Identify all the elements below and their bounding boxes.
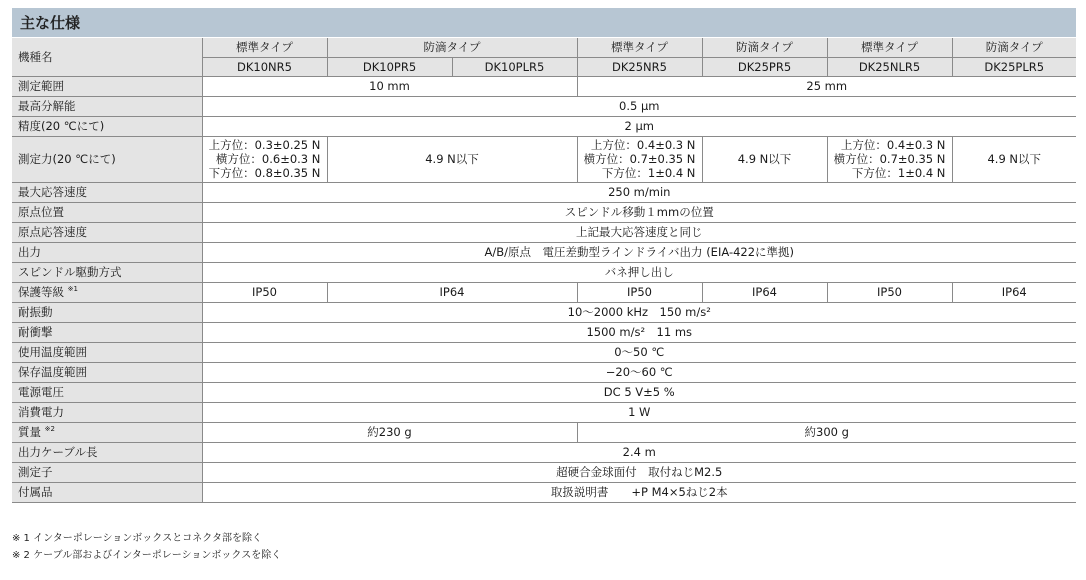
table-row xyxy=(12,442,1076,462)
cell-value: IP50 xyxy=(827,282,952,302)
force-line: 横方位：0.7±0.35 N xyxy=(583,152,696,166)
table-row xyxy=(12,402,1076,422)
cell-value: 1500 m/s² 11 ms xyxy=(202,322,1076,342)
cell-value: 0.5 μm xyxy=(202,96,1076,116)
cell-value: 10～2000 kHz 150 m/s² xyxy=(202,302,1076,322)
model-header: DK10PR5 xyxy=(327,57,452,76)
cell-value: バネ押し出し xyxy=(202,262,1076,282)
force-line: 横方位：0.6±0.3 N xyxy=(215,152,321,166)
table-row xyxy=(12,136,1076,182)
row-label: 出力ケーブル長 xyxy=(12,442,202,462)
row-label: スピンドル駆動方式 xyxy=(12,262,202,282)
row-label xyxy=(12,282,202,302)
table-row xyxy=(12,342,1076,362)
footnote: ※ 1 インターポレーションボックスとコネクタ部を除く xyxy=(12,533,262,544)
row-label: 精度(20 ℃にて) xyxy=(12,116,202,136)
cell-value xyxy=(827,136,952,182)
cell-value: IP50 xyxy=(202,282,327,302)
table-row xyxy=(12,182,1076,202)
table-row xyxy=(12,262,1076,282)
footnotes xyxy=(12,530,281,564)
table-row xyxy=(12,242,1076,262)
cell-value: 4.9 N以下 xyxy=(952,136,1076,182)
row-label-text: 質量 xyxy=(18,425,41,439)
table-row xyxy=(12,322,1076,342)
row-label: 保存温度範囲 xyxy=(12,362,202,382)
force-line: 上方位：0.4±0.3 N xyxy=(590,138,696,152)
cell-value: 0～50 ℃ xyxy=(202,342,1076,362)
table-row xyxy=(12,282,1076,302)
force-line: 上方位：0.3±0.25 N xyxy=(208,138,321,152)
model-header: DK25NR5 xyxy=(577,57,702,76)
row-label: 使用温度範囲 xyxy=(12,342,202,362)
table-row xyxy=(12,422,1076,442)
cell-value: 25 mm xyxy=(577,76,1076,96)
cell-value: 250 m/min xyxy=(202,182,1076,202)
cell-value: スピンドル移動１mmの位置 xyxy=(202,202,1076,222)
footnote-mark: ※2 xyxy=(44,425,55,433)
force-line: 上方位：0.4±0.3 N xyxy=(840,138,946,152)
table-row xyxy=(12,222,1076,242)
row-label: 測定範囲 xyxy=(12,76,202,96)
table-row xyxy=(12,202,1076,222)
row-label: 原点応答速度 xyxy=(12,222,202,242)
row-label xyxy=(12,422,202,442)
force-line: 横方位：0.7±0.35 N xyxy=(833,152,946,166)
row-label: 測定力(20 ℃にて) xyxy=(12,136,202,182)
type-header: 標準タイプ xyxy=(827,38,952,57)
row-label: 耐衝撃 xyxy=(12,322,202,342)
model-header: DK25NLR5 xyxy=(827,57,952,76)
table-row xyxy=(12,462,1076,482)
model-header: DK10NR5 xyxy=(202,57,327,76)
cell-value: 約300 g xyxy=(577,422,1076,442)
cell-value: 4.9 N以下 xyxy=(702,136,827,182)
type-header: 標準タイプ xyxy=(202,38,327,57)
force-line: 下方位：1±0.4 N xyxy=(851,166,946,180)
spec-table xyxy=(12,38,1076,503)
row-label: 最高分解能 xyxy=(12,96,202,116)
table-row xyxy=(12,382,1076,402)
type-header: 防滴タイプ xyxy=(952,38,1076,57)
cell-value: IP64 xyxy=(702,282,827,302)
row-label: 出力 xyxy=(12,242,202,262)
cell-value: A/B/原点 電圧差動型ラインドライバ出力 (EIA-422に準拠) xyxy=(202,242,1076,262)
footnote: ※ 2 ケーブル部およびインターポレーションボックスを除く xyxy=(12,550,282,561)
row-label: 耐振動 xyxy=(12,302,202,322)
model-header: DK25PR5 xyxy=(702,57,827,76)
table-row xyxy=(12,362,1076,382)
type-header: 防滴タイプ xyxy=(702,38,827,57)
type-header: 防滴タイプ xyxy=(327,38,577,57)
cell-value: 取扱説明書 +P M4×5ねじ2本 xyxy=(202,482,1076,502)
row-label: 測定子 xyxy=(12,462,202,482)
row-label: 消費電力 xyxy=(12,402,202,422)
cell-value: DC 5 V±5 % xyxy=(202,382,1076,402)
page-title: 主な仕様 xyxy=(12,8,1076,37)
cell-value: 2 μm xyxy=(202,116,1076,136)
row-label-text: 保護等級 xyxy=(18,285,64,299)
cell-value: 上記最大応答速度と同じ xyxy=(202,222,1076,242)
row-label: 最大応答速度 xyxy=(12,182,202,202)
cell-value: IP64 xyxy=(327,282,577,302)
model-header: DK25PLR5 xyxy=(952,57,1076,76)
cell-value: 4.9 N以下 xyxy=(327,136,577,182)
table-row xyxy=(12,116,1076,136)
model-name-label: 機種名 xyxy=(12,38,202,76)
cell-value xyxy=(202,136,327,182)
row-label: 原点位置 xyxy=(12,202,202,222)
table-row xyxy=(12,302,1076,322)
table-row xyxy=(12,76,1076,96)
cell-value: IP64 xyxy=(952,282,1076,302)
row-label: 付属品 xyxy=(12,482,202,502)
cell-value: 1 W xyxy=(202,402,1076,422)
footnote-mark: ※1 xyxy=(67,285,78,293)
cell-value: −20～60 ℃ xyxy=(202,362,1076,382)
cell-value: 2.4 m xyxy=(202,442,1076,462)
type-header: 標準タイプ xyxy=(577,38,702,57)
force-line: 下方位：0.8±0.35 N xyxy=(208,166,321,180)
force-line: 下方位：1±0.4 N xyxy=(601,166,696,180)
table-row xyxy=(12,482,1076,502)
row-label: 電源電圧 xyxy=(12,382,202,402)
model-header: DK10PLR5 xyxy=(452,57,577,76)
cell-value: 10 mm xyxy=(202,76,577,96)
cell-value xyxy=(577,136,702,182)
cell-value: IP50 xyxy=(577,282,702,302)
cell-value: 超硬合金球面付 取付ねじM2.5 xyxy=(202,462,1076,482)
header-row-types xyxy=(12,38,1076,57)
table-row xyxy=(12,96,1076,116)
cell-value: 約230 g xyxy=(202,422,577,442)
